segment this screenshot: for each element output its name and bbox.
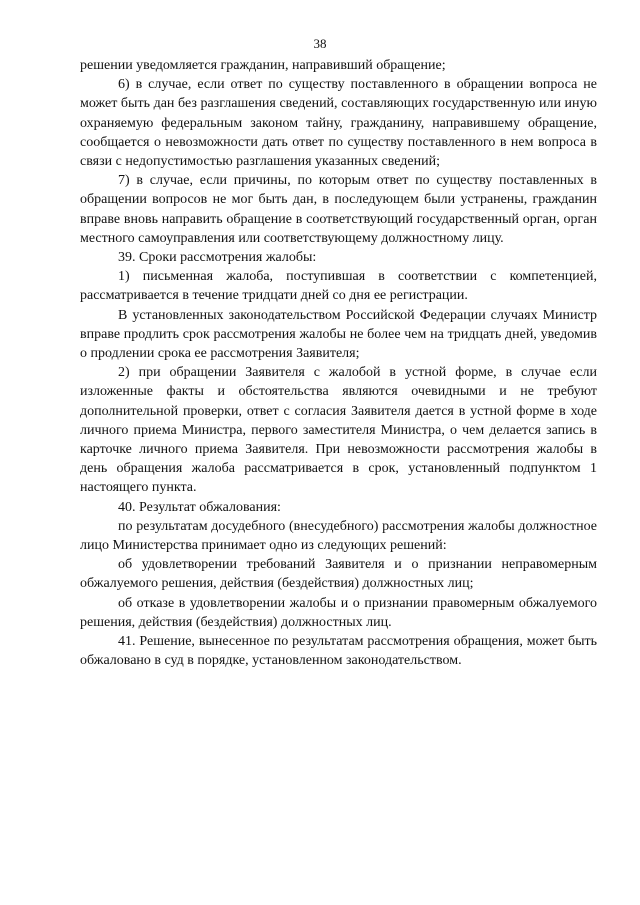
paragraph-40-option-satisfy: об удовлетворении требований Заявителя и о признании неправомерным обжалуемого решения, действия (бездействия) должностных лиц; (80, 557, 597, 592)
paragraph-39-item-1: 1) письменная жалоба, поступившая в соответствии с компетенцией, рассматривается в течение тридцати дней со дня ее регистрации. (80, 269, 597, 304)
paragraph-item-7: 7) в случае, если причины, по которым ответ по существу поставленных в обращении вопросов не мог быть дан, в последующем были устранены, гражданин вправе вновь направить обращение в соответствующий государственный орган, орган местного самоуправления или соответствующему должностному лицу. (80, 173, 597, 246)
paragraph-39-extension: В установленных законодательством Российской Федерации случаях Министр вправе продлить срок рассмотрения жалобы не более чем на тридцать дней, уведомив о продлении срока ее рассмотрения Заявителя; (80, 307, 597, 362)
paragraph-39-item-2: 2) при обращении Заявителя с жалобой в устной форме, в случае если изложенные факты и обстоятельства являются очевидными и не требуют дополнительной проверки, ответ с согласия Заявителя дается в устной форме в ходе личного приема Министра, первого заместителя Министра, о чем делается запись в карточке личного приема Заявителя. При невозможности рассмотрения жалобы в день обращения жалоба рассматривается в срок, установленный подпунктом 1 настоящего пункта. (80, 365, 597, 496)
section-heading-40: 40. Результат обжалования: (118, 499, 281, 515)
paragraph-40-intro: по результатам досудебного (внесудебного) рассмотрения жалобы должностное лицо Министерства принимает одно из следующих решений: (80, 518, 597, 554)
page-number: 38 (313, 36, 327, 51)
paragraph-item-6: 6) в случае, если ответ по существу поставленного в обращении вопроса не может быть дан без разглашения сведений, составляющих государственную или иную охраняемую федеральным законом тайну, гражданину, направившему обращение, сообщается о невозможности дать ответ по существу поставленного в нем вопроса в связи с недопустимостью разглашения указанных сведений; (80, 77, 597, 170)
paragraph-continuation: решении уведомляется гражданин, направивший обращение; (80, 58, 446, 73)
paragraph-40-option-refuse: об отказе в удовлетворении жалобы и о признании правомерным обжалуемого решения, действия (бездействия) должностных лиц. (80, 595, 597, 630)
document-body (80, 56, 597, 671)
section-heading-39: 39. Сроки рассмотрения жалобы: (118, 250, 317, 266)
paragraph-41: 41. Решение, вынесенное по результатам рассмотрения обращения, может быть обжаловано в суд в порядке, установленном законодательством. (80, 634, 597, 669)
